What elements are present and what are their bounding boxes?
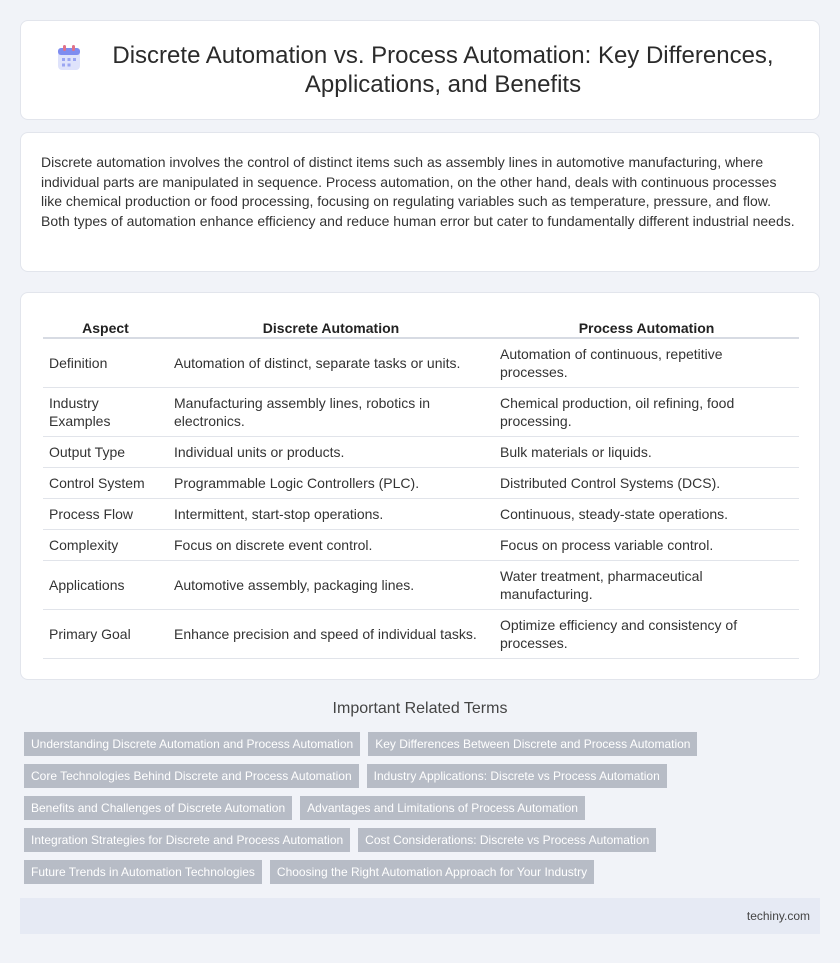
row-aspect: Primary Goal <box>43 610 168 659</box>
related-tag[interactable]: Choosing the Right Automation Approach for Your Industry <box>270 860 594 884</box>
row-discrete: Automotive assembly, packaging lines. <box>168 561 494 610</box>
row-aspect: Process Flow <box>43 499 168 530</box>
comparison-card <box>20 292 820 680</box>
header-card <box>20 20 820 120</box>
related-tag[interactable]: Key Differences Between Discrete and Process Automation <box>368 732 697 756</box>
table-row <box>43 530 799 561</box>
row-process: Bulk materials or liquids. <box>494 437 799 468</box>
page-title: Discrete Automation vs. Process Automation: Key Differences, Applications, and Benefits <box>112 42 774 98</box>
table-row <box>43 468 799 499</box>
footer <box>20 898 820 934</box>
table-row <box>43 388 799 437</box>
table-row <box>43 339 799 388</box>
row-aspect: Complexity <box>43 530 168 561</box>
row-aspect: Control System <box>43 468 168 499</box>
table-row <box>43 499 799 530</box>
row-process: Chemical production, oil refining, food processing. <box>494 388 799 437</box>
row-process: Distributed Control Systems (DCS). <box>494 468 799 499</box>
row-discrete: Individual units or products. <box>168 437 494 468</box>
header-aspect: Aspect <box>43 313 168 339</box>
related-tag[interactable]: Core Technologies Behind Discrete and Process Automation <box>24 764 359 788</box>
related-tag[interactable]: Understanding Discrete Automation and Process Automation <box>24 732 360 756</box>
header-inner <box>57 41 783 99</box>
header-process: Process Automation <box>494 313 799 339</box>
related-terms-title: Important Related Terms <box>332 700 508 717</box>
row-aspect: Definition <box>43 339 168 388</box>
row-process: Water treatment, pharmaceutical manufacturing. <box>494 561 799 610</box>
row-aspect: Applications <box>43 561 168 610</box>
comparison-table <box>43 313 799 659</box>
related-tag[interactable]: Benefits and Challenges of Discrete Automation <box>24 796 292 820</box>
row-process: Automation of continuous, repetitive processes. <box>494 339 799 388</box>
row-discrete: Enhance precision and speed of individual tasks. <box>168 610 494 659</box>
row-discrete: Intermittent, start-stop operations. <box>168 499 494 530</box>
row-discrete: Focus on discrete event control. <box>168 530 494 561</box>
related-tag[interactable]: Future Trends in Automation Technologies <box>24 860 262 884</box>
table-row <box>43 610 799 659</box>
related-tag[interactable]: Cost Considerations: Discrete vs Process Automation <box>358 828 656 852</box>
row-aspect: Output Type <box>43 437 168 468</box>
row-discrete: Automation of distinct, separate tasks or units. <box>168 339 494 388</box>
related-tag[interactable]: Advantages and Limitations of Process Automation <box>300 796 585 820</box>
footer-site-link[interactable]: techiny.com <box>746 909 810 923</box>
table-row <box>43 437 799 468</box>
intro-card <box>20 132 820 272</box>
calendar-icon <box>57 45 81 71</box>
related-tag[interactable]: Industry Applications: Discrete vs Process Automation <box>367 764 667 788</box>
table-row <box>43 561 799 610</box>
row-aspect: Industry Examples <box>43 388 168 437</box>
row-process: Focus on process variable control. <box>494 530 799 561</box>
header-discrete: Discrete Automation <box>168 313 494 339</box>
related-tags <box>24 732 814 892</box>
row-process: Continuous, steady-state operations. <box>494 499 799 530</box>
row-discrete: Programmable Logic Controllers (PLC). <box>168 468 494 499</box>
related-tag[interactable]: Integration Strategies for Discrete and Process Automation <box>24 828 350 852</box>
row-discrete: Manufacturing assembly lines, robotics in electronics. <box>168 388 494 437</box>
table-header-row <box>43 313 799 339</box>
intro-paragraph: Discrete automation involves the control of distinct items such as assembly lines in automotive manufacturing, where individual parts are manipulated in sequence. Process automation, on the other hand, deals with continuous processes like chemical production or food processing, focusing on regulating variables such as temperature, pressure, and flow. Both types of automation enhance efficiency and reduce human error but cater to fundamentally different industrial needs. <box>41 154 795 229</box>
row-process: Optimize efficiency and consistency of processes. <box>494 610 799 659</box>
